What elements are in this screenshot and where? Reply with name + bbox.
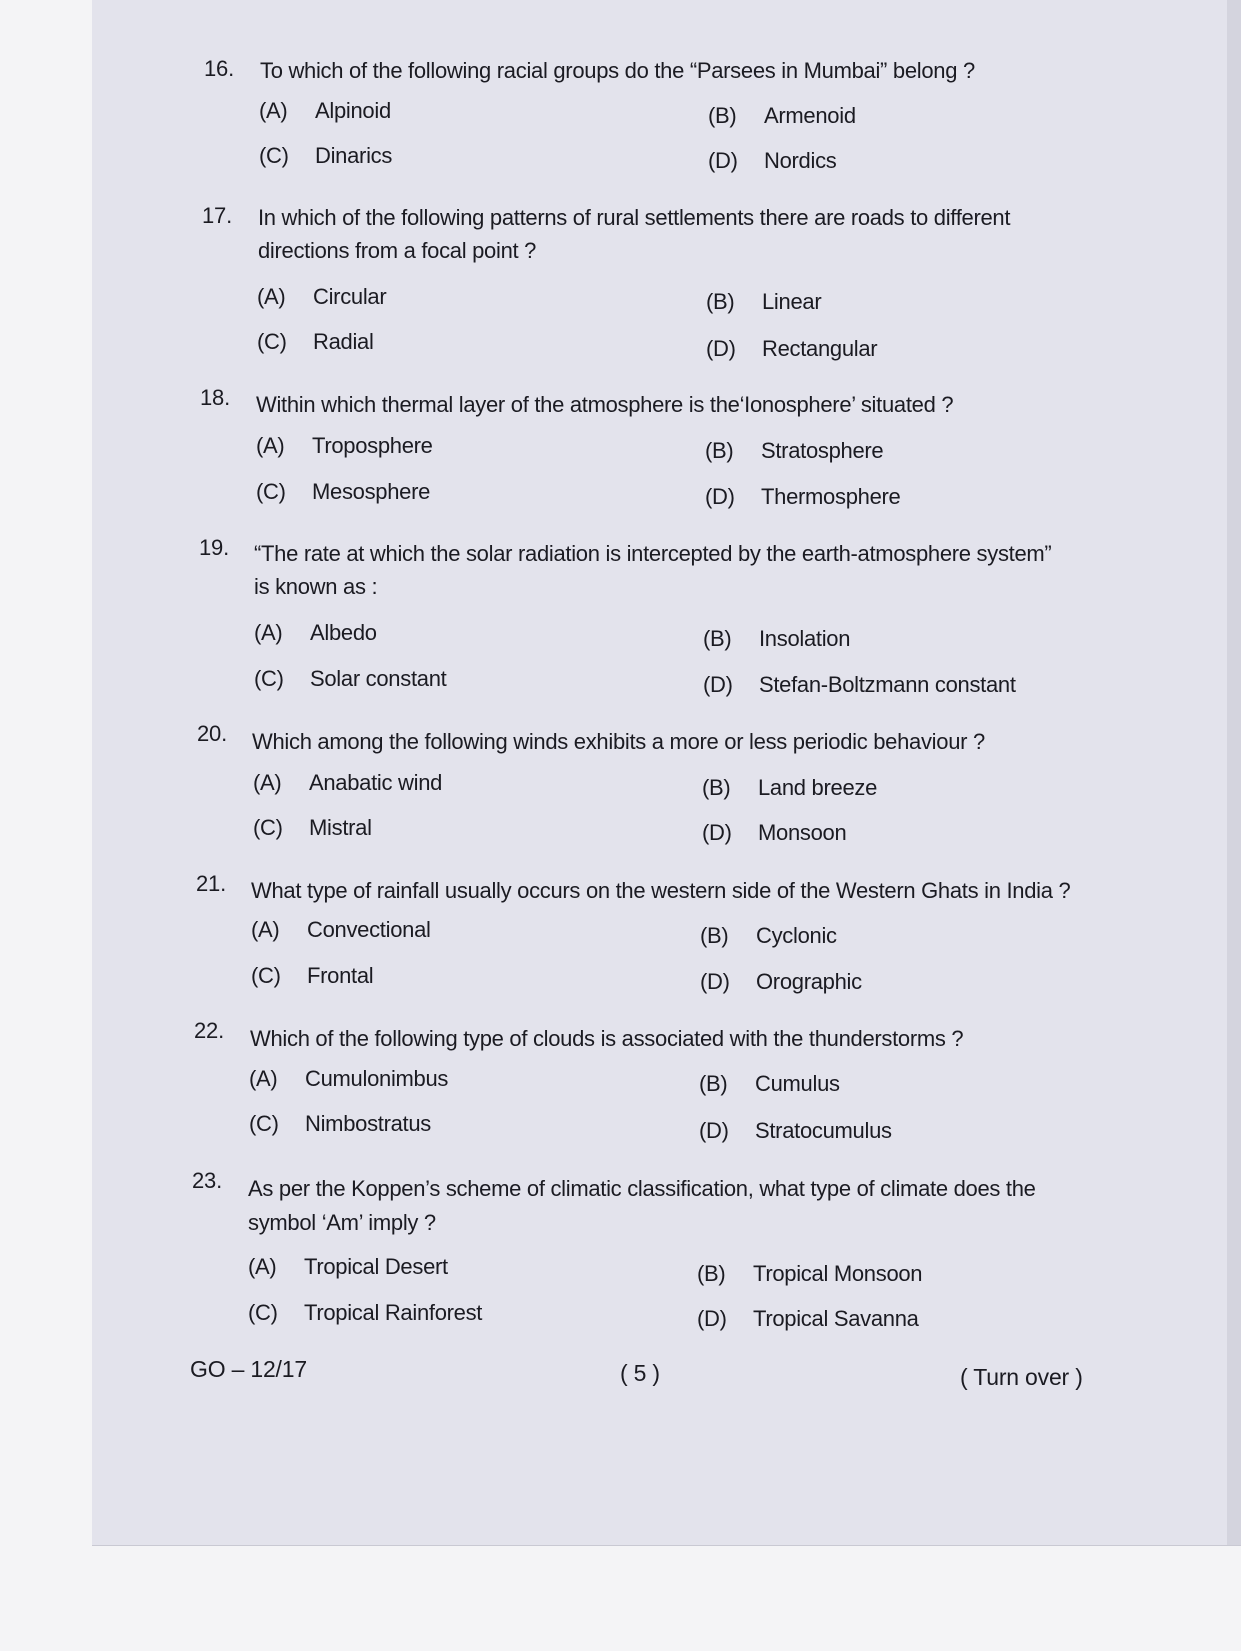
option-b[interactable] — [699, 1071, 840, 1097]
option-b[interactable] — [703, 626, 850, 652]
option-a[interactable] — [259, 98, 391, 124]
question-number: 18. — [200, 385, 230, 410]
option-label: (A) — [259, 98, 288, 123]
option-b[interactable] — [700, 923, 837, 949]
question-number: 17. — [202, 203, 232, 228]
question-text-line-1: Within which thermal layer of the atmosphere is the‘Ionosphere’ situated ? — [256, 392, 954, 417]
option-b[interactable] — [708, 103, 856, 129]
option-d[interactable] — [700, 969, 862, 995]
option-b[interactable] — [706, 289, 821, 315]
question-number: 20. — [197, 721, 227, 746]
option-label: (B) — [700, 923, 729, 948]
option-text: Thermosphere — [761, 484, 901, 509]
option-label: (A) — [253, 770, 282, 795]
option-label: (D) — [700, 969, 730, 994]
option-text: Nimbostratus — [305, 1111, 431, 1136]
turn-over-note: ( Turn over ) — [960, 1364, 1083, 1390]
option-label: (A) — [251, 917, 280, 942]
question-number: 16. — [204, 56, 234, 81]
option-text: Convectional — [307, 917, 431, 942]
question-text-line-2: is known as : — [254, 574, 378, 599]
option-label: (C) — [254, 666, 284, 691]
option-text: Insolation — [759, 626, 851, 651]
option-label: (D) — [697, 1306, 727, 1331]
option-text: Stefan-Boltzmann constant — [759, 672, 1016, 697]
question-text-line-1: In which of the following patterns of rural settlements there are roads to different — [258, 205, 1011, 230]
question-text-line-1: Which of the following type of clouds is associated with the thunderstorms ? — [250, 1026, 964, 1051]
option-c[interactable] — [256, 479, 430, 505]
option-d[interactable] — [706, 336, 877, 362]
option-label: (D) — [708, 148, 738, 173]
option-text: Linear — [762, 289, 822, 314]
option-label: (D) — [699, 1118, 729, 1143]
option-label: (B) — [706, 289, 735, 314]
page-number: ( 5 ) — [620, 1360, 660, 1386]
paper-bottom-edge — [92, 1545, 1241, 1546]
question-text-line-1: As per the Koppen’s scheme of climatic classification, what type of climate does the — [248, 1176, 1036, 1201]
option-text: Tropical Rainforest — [304, 1300, 483, 1325]
option-label: (C) — [249, 1111, 279, 1136]
option-label: (C) — [248, 1300, 278, 1325]
option-text: Mistral — [309, 815, 372, 840]
option-a[interactable] — [251, 917, 431, 943]
question-text-line-1: To which of the following racial groups do the “Parsees in Mumbai” belong ? — [260, 58, 975, 83]
option-a[interactable] — [257, 284, 386, 310]
option-text: Alpinoid — [315, 98, 391, 123]
option-d[interactable] — [708, 148, 836, 174]
option-label: (B) — [703, 626, 732, 651]
option-c[interactable] — [259, 143, 392, 169]
option-text: Cumulus — [755, 1071, 840, 1096]
option-text: Stratocumulus — [755, 1118, 892, 1143]
option-text: Troposphere — [312, 433, 433, 458]
option-text: Albedo — [310, 620, 377, 645]
option-a[interactable] — [256, 433, 433, 459]
option-label: (A) — [256, 433, 285, 458]
option-text: Orographic — [756, 969, 862, 994]
question-number: 21. — [196, 871, 226, 896]
question-number: 23. — [192, 1168, 222, 1193]
option-text: Circular — [313, 284, 387, 309]
option-a[interactable] — [248, 1254, 448, 1280]
option-d[interactable] — [703, 672, 1016, 698]
option-text: Tropical Desert — [304, 1254, 448, 1279]
option-a[interactable] — [253, 770, 442, 796]
option-text: Frontal — [307, 963, 374, 988]
option-text: Tropical Savanna — [753, 1306, 919, 1331]
option-c[interactable] — [251, 963, 373, 989]
option-label: (C) — [256, 479, 286, 504]
option-label: (B) — [708, 103, 737, 128]
paper-code: GO – 12/17 — [190, 1356, 307, 1382]
option-label: (D) — [702, 820, 732, 845]
option-text: Mesosphere — [312, 479, 431, 504]
question-text-line-2: directions from a focal point ? — [258, 238, 537, 263]
option-label: (C) — [253, 815, 283, 840]
question-number: 19. — [199, 535, 229, 560]
option-text: Tropical Monsoon — [753, 1261, 923, 1286]
option-label: (A) — [248, 1254, 277, 1279]
option-label: (D) — [706, 336, 736, 361]
option-a[interactable] — [254, 620, 377, 646]
option-text: Cyclonic — [756, 923, 837, 948]
option-c[interactable] — [248, 1300, 482, 1326]
option-b[interactable] — [702, 775, 877, 801]
option-label: (D) — [705, 484, 735, 509]
option-label: (A) — [257, 284, 286, 309]
option-d[interactable] — [705, 484, 900, 510]
option-c[interactable] — [257, 329, 374, 355]
option-c[interactable] — [249, 1111, 431, 1137]
option-label: (B) — [697, 1261, 726, 1286]
question-text-line-2: symbol ‘Am’ imply ? — [248, 1210, 436, 1235]
option-text: Solar constant — [310, 666, 447, 691]
question-text-line-1: “The rate at which the solar radiation is intercepted by the earth-atmosphere system” — [254, 541, 1052, 566]
paper-fold-edge — [1227, 0, 1241, 1545]
option-label: (B) — [702, 775, 731, 800]
option-label: (D) — [703, 672, 733, 697]
option-text: Stratosphere — [761, 438, 884, 463]
option-label: (C) — [257, 329, 287, 354]
option-c[interactable] — [254, 666, 446, 692]
option-c[interactable] — [253, 815, 372, 841]
option-text: Monsoon — [758, 820, 847, 845]
option-label: (B) — [705, 438, 734, 463]
option-text: Anabatic wind — [309, 770, 443, 795]
option-label: (C) — [251, 963, 281, 988]
question-text-line-1: Which among the following winds exhibits a more or less periodic behaviour ? — [252, 729, 985, 754]
option-text: Radial — [313, 329, 374, 354]
option-d[interactable] — [702, 820, 846, 846]
question-text-line-1: What type of rainfall usually occurs on the western side of the Western Ghats in India ? — [251, 878, 1071, 903]
option-d[interactable] — [697, 1306, 919, 1332]
option-text: Dinarics — [315, 143, 393, 168]
option-label: (C) — [259, 143, 289, 168]
option-text: Nordics — [764, 148, 837, 173]
option-text: Armenoid — [764, 103, 856, 128]
option-text: Land breeze — [758, 775, 878, 800]
option-label: (A) — [249, 1066, 278, 1091]
option-d[interactable] — [699, 1118, 892, 1144]
option-text: Cumulonimbus — [305, 1066, 449, 1091]
option-label: (B) — [699, 1071, 728, 1096]
option-b[interactable] — [697, 1261, 922, 1287]
option-label: (A) — [254, 620, 283, 645]
option-text: Rectangular — [762, 336, 878, 361]
option-a[interactable] — [249, 1066, 448, 1092]
question-number: 22. — [194, 1018, 224, 1043]
option-b[interactable] — [705, 438, 883, 464]
